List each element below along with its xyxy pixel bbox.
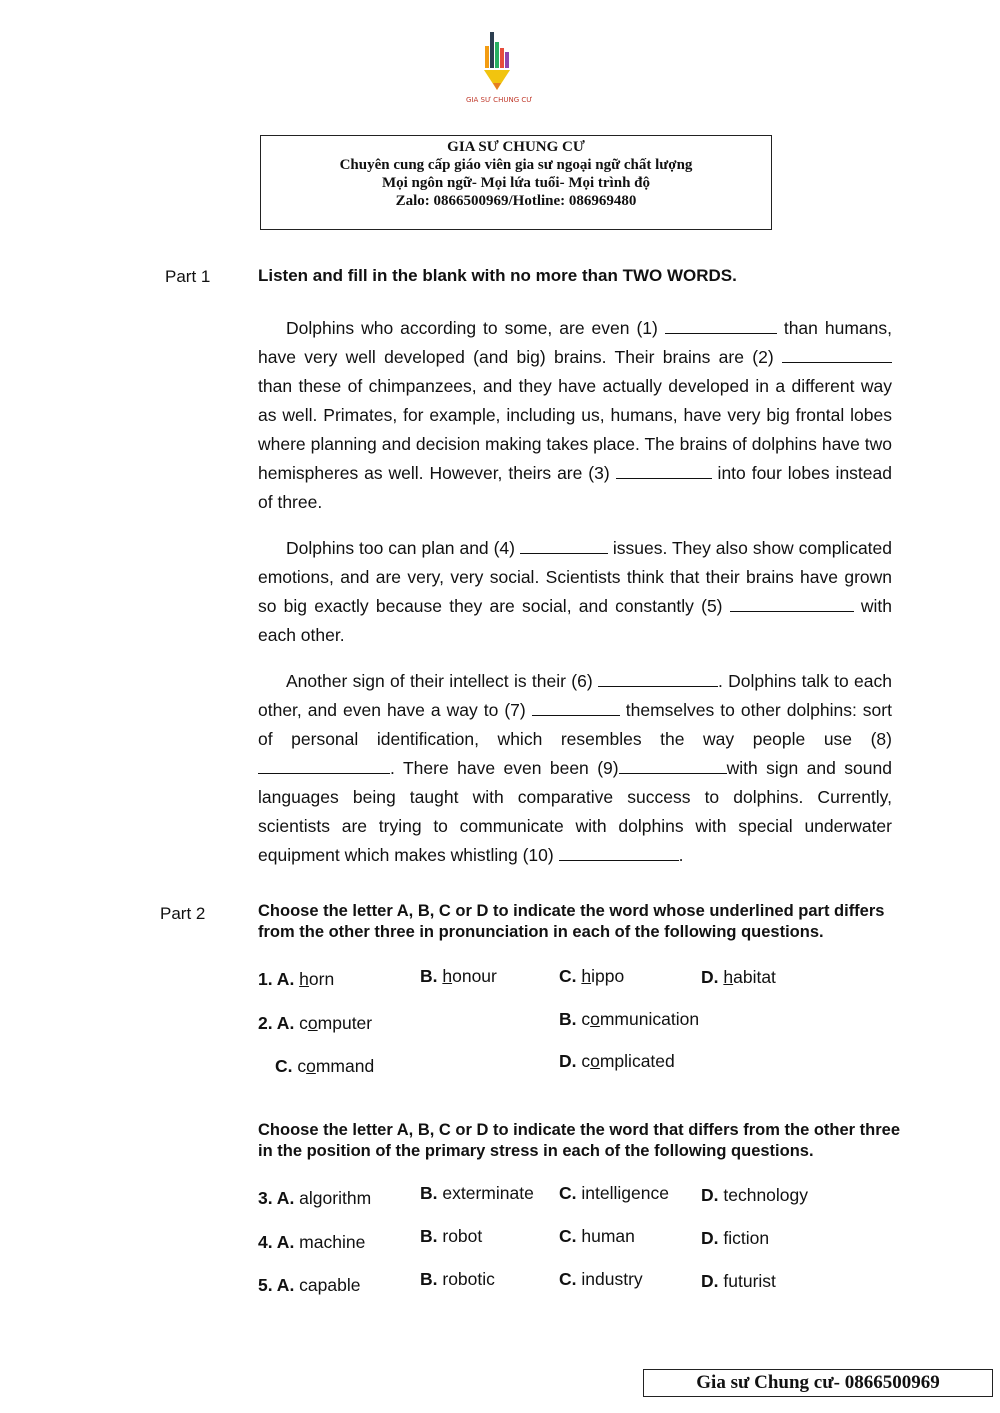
option-word: intelligence [581, 1183, 669, 1203]
underlined-part: h [723, 967, 734, 987]
footer-text: Gia sư Chung cư- 0866500969 [696, 1372, 940, 1393]
underlined-part: h [442, 966, 453, 986]
option-word: technology [723, 1185, 809, 1205]
header-title: GIA SƯ CHUNG CƯ [447, 139, 585, 155]
q1-option-a[interactable] [258, 969, 334, 990]
option-label: B. [420, 1183, 443, 1203]
option-label: B. [559, 1009, 582, 1029]
q4-option-a[interactable] [258, 1232, 365, 1253]
part2-instruction-pronunciation: Choose the letter A, B, C or D to indicate the word whose underlined part differs from the other three in pronunciation in each of the following questions. [258, 902, 885, 941]
word-rest: abitat [733, 967, 776, 987]
blank-3[interactable] [616, 462, 712, 479]
option-word: machine [299, 1232, 366, 1252]
part2-instruction-stress: Choose the letter A, B, C or D to indicate the word that differs from the other three in the position of the primary stress in each of the following questions. [258, 1121, 901, 1160]
q5-option-b[interactable] [420, 1269, 495, 1290]
option-word: fiction [723, 1228, 770, 1248]
logo-text: GIA SƯ CHUNG CƯ [466, 96, 533, 104]
q2-option-d[interactable] [559, 1051, 675, 1072]
header-subtitle: Mọi ngôn ngữ- Mọi lứa tuổi- Mọi trình độ [381, 175, 650, 191]
word-prefix: c [581, 1051, 591, 1071]
footer-box [643, 1369, 993, 1397]
text-segment: Dolphins too can plan and (4) [286, 538, 520, 558]
header-box [260, 135, 772, 230]
blank-9[interactable] [619, 757, 727, 774]
word-prefix: c [581, 1009, 591, 1029]
option-label: B. [420, 1269, 443, 1289]
blank-1[interactable] [665, 317, 777, 334]
blank-6[interactable] [598, 670, 718, 687]
q3-option-c[interactable] [559, 1183, 669, 1204]
option-word: exterminate [442, 1183, 534, 1203]
q5-option-a[interactable] [258, 1275, 360, 1296]
text-segment: Another sign of their intellect is their (6) [286, 671, 598, 691]
word-prefix: c [297, 1056, 307, 1076]
word-rest: mmunication [599, 1009, 700, 1029]
word-rest: mmand [315, 1056, 375, 1076]
option-word: robot [442, 1226, 483, 1246]
brand-logo [466, 30, 533, 110]
q5-option-d[interactable] [701, 1271, 776, 1292]
option-label: C. [275, 1056, 298, 1076]
q3-number: 3. A. [258, 1188, 300, 1208]
paragraph-1 [258, 314, 892, 517]
word-rest: ippo [591, 966, 625, 986]
underlined-part: o [590, 1009, 600, 1029]
q1-option-c[interactable] [559, 966, 624, 987]
part1-label: Part 1 [165, 267, 211, 286]
word-prefix: c [299, 1013, 308, 1033]
text-segment: than humans, have very well developed (and big) brains. Their brains are (2) [258, 318, 892, 367]
q4-option-d[interactable] [701, 1228, 769, 1249]
text-segment: . [678, 845, 684, 865]
option-word: futurist [723, 1271, 776, 1291]
option-word: human [581, 1226, 635, 1246]
q4-option-b[interactable] [420, 1226, 482, 1247]
word-rest: onour [452, 966, 497, 986]
underlined-part: h [299, 969, 309, 989]
option-label: D. [701, 967, 724, 987]
option-word: algorithm [299, 1188, 372, 1208]
header-contact: Zalo: 0866500969/Hotline: 086969480 [395, 193, 637, 209]
text-segment: Dolphins who according to some, are even (1) [286, 318, 665, 338]
blank-10[interactable] [559, 844, 679, 861]
q1-number: 1. A. [258, 969, 300, 989]
text-segment: with sign and sound languages being taught with comparative success to dolphins. Currently, scientists are trying to communicate with dolphins with special underwater equipment which makes whistling (10) [258, 758, 892, 865]
underlined-part: o [307, 1013, 318, 1033]
blank-8[interactable] [258, 757, 390, 774]
option-label: C. [559, 1183, 582, 1203]
text-segment: than these of chimpanzees, and they have actually developed in a different way as well. Primates, for example, including us, humans, have very big frontal lobes where planning and decision making takes place. The brains of dolphins have two hemispheres as well. However, theirs are (3) [258, 376, 892, 483]
paragraph-3 [258, 667, 892, 870]
option-label: D. [701, 1271, 724, 1291]
option-label: D. [701, 1228, 724, 1248]
option-label: C. [559, 1226, 582, 1246]
q1-option-b[interactable] [420, 966, 497, 987]
blank-5[interactable] [730, 595, 854, 612]
text-segment: with each other. [258, 596, 893, 645]
q4-option-c[interactable] [559, 1226, 635, 1247]
q2-option-b[interactable] [559, 1009, 699, 1030]
word-rest: mputer [317, 1013, 373, 1033]
text-segment: themselves to other dolphins: sort of personal identification, which resembles the way people use (8) [258, 700, 892, 749]
q4-number: 4. A. [258, 1232, 300, 1252]
pencil-bars-logo-icon [466, 30, 530, 96]
q5-option-c[interactable] [559, 1269, 643, 1290]
header-tagline: Chuyên cung cấp giáo viên gia sư ngoại ngữ chất lượng [339, 157, 693, 173]
q2-option-a[interactable] [258, 1013, 372, 1034]
underlined-part: o [590, 1051, 600, 1071]
q3-option-d[interactable] [701, 1185, 808, 1206]
part1-instruction: Listen and fill in the blank with no more than TWO WORDS. [258, 266, 737, 285]
q3-option-a[interactable] [258, 1188, 371, 1209]
blank-4[interactable] [520, 537, 608, 554]
option-word: robotic [442, 1269, 495, 1289]
part2-label: Part 2 [160, 904, 206, 923]
text-segment: . Dolphins talk to each other, and even have a way to (7) [258, 671, 892, 720]
underlined-part: o [306, 1056, 316, 1076]
q2-number: 2. A. [258, 1013, 300, 1033]
blank-7[interactable] [532, 699, 620, 716]
option-word: industry [581, 1269, 643, 1289]
paragraph-2 [258, 534, 892, 650]
q1-option-d[interactable] [701, 967, 776, 988]
option-label: C. [559, 966, 582, 986]
option-word: capable [299, 1275, 361, 1295]
q2-option-c[interactable] [275, 1056, 374, 1077]
option-label: D. [559, 1051, 582, 1071]
text-segment: . There have even been (9) [390, 758, 619, 778]
option-label: B. [420, 966, 443, 986]
word-rest: mplicated [599, 1051, 675, 1071]
blank-2[interactable] [782, 346, 892, 363]
q5-number: 5. A. [258, 1275, 300, 1295]
text-segment: issues. They also show complicated emotions, and are very, very social. Scientists think that their brains have grown so big exactly because they are social, and constantly (5) [258, 538, 893, 616]
underlined-part: h [581, 966, 592, 986]
option-label: D. [701, 1185, 724, 1205]
word-rest: orn [308, 969, 335, 989]
option-label: B. [420, 1226, 443, 1246]
option-label: C. [559, 1269, 582, 1289]
text-segment: into four lobes instead of three. [258, 463, 892, 512]
q3-option-b[interactable] [420, 1183, 534, 1204]
